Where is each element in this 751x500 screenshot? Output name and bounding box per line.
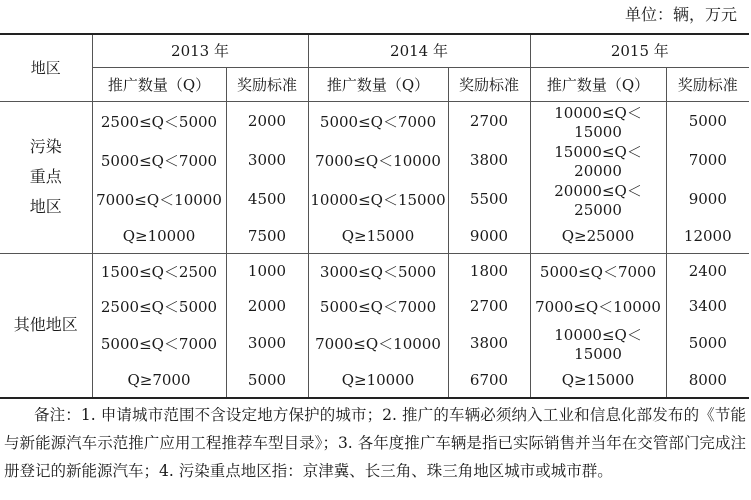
table-cell: 5000 [666, 101, 749, 141]
table-row [0, 254, 749, 289]
table-cell: 5000 [226, 363, 308, 398]
year-header-2015: 2015 年 [530, 34, 749, 67]
table-cell: 7000≤Q＜10000 [92, 180, 226, 219]
table-cell: 5000≤Q＜7000 [530, 254, 666, 289]
table-cell: 3800 [448, 141, 530, 180]
year-header-2013: 2013 年 [92, 34, 308, 67]
table-row [0, 363, 749, 398]
unit-label: 单位：辆，万元 [624, 5, 737, 24]
table-row [0, 324, 749, 363]
table-cell: 9000 [666, 180, 749, 219]
table-cell: 1500≤Q＜2500 [92, 254, 226, 289]
reward-header: 奖励标准 [226, 67, 308, 101]
table-cell: 7000 [666, 141, 749, 180]
table-cell: 5500 [448, 180, 530, 219]
table-cell: 3800 [448, 324, 530, 363]
table-cell: 5000≤Q＜7000 [308, 289, 448, 324]
table-row [0, 219, 749, 254]
table-cell: 2500≤Q＜5000 [92, 289, 226, 324]
table-cell: 5000 [666, 324, 749, 363]
table-cell: 10000≤Q＜15000 [308, 180, 448, 219]
table-cell: 1000 [226, 254, 308, 289]
table-cell: 12000 [666, 219, 749, 254]
table-cell: 2400 [666, 254, 749, 289]
table-cell: 2000 [226, 101, 308, 141]
table-cell: 3000 [226, 324, 308, 363]
table-row [0, 141, 749, 180]
table-cell: 3000 [226, 141, 308, 180]
table-cell: 10000≤Q＜15000 [530, 101, 666, 141]
region-label: 污染重点地区 [29, 137, 62, 217]
table-cell: 15000≤Q＜20000 [530, 141, 666, 180]
qty-header: 推广数量（Q） [308, 67, 448, 101]
qty-header: 推广数量（Q） [530, 67, 666, 101]
table-cell: 2700 [448, 289, 530, 324]
table-cell: Q≥7000 [92, 363, 226, 398]
table-row [0, 180, 749, 219]
table-cell: 5000≤Q＜7000 [92, 324, 226, 363]
year-header-2014: 2014 年 [308, 34, 530, 67]
table-cell: 1800 [448, 254, 530, 289]
table-cell: 5000≤Q＜7000 [308, 101, 448, 141]
table-row [0, 289, 749, 324]
table-cell: Q≥25000 [530, 219, 666, 254]
qty-header: 推广数量（Q） [92, 67, 226, 101]
reward-header: 奖励标准 [448, 67, 530, 101]
table-cell: 8000 [666, 363, 749, 398]
table-cell: 10000≤Q＜15000 [530, 324, 666, 363]
table-cell: Q≥10000 [308, 363, 448, 398]
table-cell: Q≥15000 [530, 363, 666, 398]
table-cell: 3400 [666, 289, 749, 324]
table-cell: 2700 [448, 101, 530, 141]
table-cell: 7000≤Q＜10000 [530, 289, 666, 324]
table-cell: 2000 [226, 289, 308, 324]
region-header: 地区 [0, 34, 92, 101]
table-cell: 20000≤Q＜25000 [530, 180, 666, 219]
table-cell: 7000≤Q＜10000 [308, 141, 448, 180]
region-cell [0, 254, 92, 398]
region-cell [0, 101, 92, 254]
table-row [0, 101, 749, 141]
table-cell: 2500≤Q＜5000 [92, 101, 226, 141]
table-cell: 4500 [226, 180, 308, 219]
table-cell: 9000 [448, 219, 530, 254]
table-cell: 5000≤Q＜7000 [92, 141, 226, 180]
table-notes: 备注：1. 申请城市范围不含设定地方保护的城市；2. 推广的车辆必须纳入工业和信息化部发布的《节能与新能源汽车示范推广应用工程推荐车型目录》；3. 各年度推广车辆是指已实际销售并当年在交管部门完成注册登记的新能源汽车；4. 污染重点地区指：京津冀、长三角、珠三角地区城市或城市群。 [4, 406, 746, 480]
region-label: 其他地区 [13, 315, 78, 335]
reward-header: 奖励标准 [666, 67, 749, 101]
table-cell: 6700 [448, 363, 530, 398]
table-cell: 7500 [226, 219, 308, 254]
table-cell: 7000≤Q＜10000 [308, 324, 448, 363]
table-cell: Q≥10000 [92, 219, 226, 254]
table-cell: Q≥15000 [308, 219, 448, 254]
subsidy-table [0, 33, 749, 399]
table-cell: 3000≤Q＜5000 [308, 254, 448, 289]
